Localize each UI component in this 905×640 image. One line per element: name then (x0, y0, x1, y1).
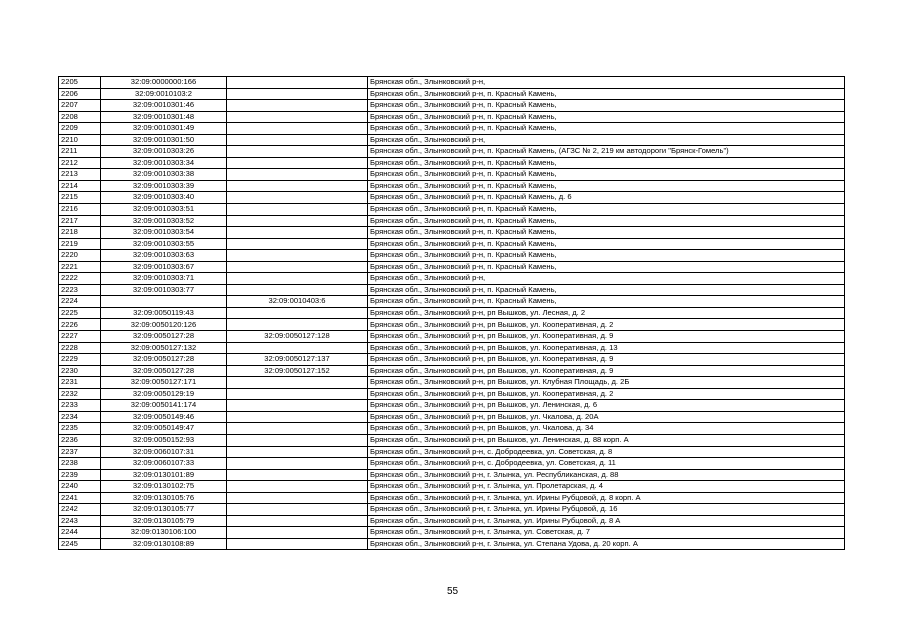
row-number-cell: 2218 (59, 227, 101, 239)
row-number-cell: 2220 (59, 250, 101, 262)
table-row (59, 365, 845, 377)
cadastral-number-cell: 32:09:0050149:46 (101, 411, 227, 423)
cadastral-number-cell: 32:09:0010301:50 (101, 134, 227, 146)
table-row (59, 319, 845, 331)
cadastral-number-cell: 32:09:0050127:171 (101, 377, 227, 389)
row-number-cell: 2224 (59, 296, 101, 308)
cadastral-number-cell: 32:09:0050127:28 (101, 365, 227, 377)
address-cell: Брянская обл., Злынковский р-н, г. Злынка, ул. Пролетарская, д. 4 (368, 481, 845, 493)
previous-number-cell (227, 492, 368, 504)
table-row (59, 423, 845, 435)
previous-number-cell (227, 411, 368, 423)
previous-number-cell (227, 146, 368, 158)
row-number-cell: 2241 (59, 492, 101, 504)
table-row (59, 388, 845, 400)
row-number-cell: 2213 (59, 169, 101, 181)
row-number-cell: 2210 (59, 134, 101, 146)
previous-number-cell (227, 515, 368, 527)
previous-number-cell (227, 377, 368, 389)
previous-number-cell: 32:09:0050127:137 (227, 354, 368, 366)
cadastral-number-cell: 32:09:0010303:55 (101, 238, 227, 250)
row-number-cell: 2244 (59, 527, 101, 539)
previous-number-cell: 32:09:0010403:6 (227, 296, 368, 308)
table-row (59, 192, 845, 204)
address-cell: Брянская обл., Злынковский р-н, п. Красный Камень, (368, 111, 845, 123)
row-number-cell: 2229 (59, 354, 101, 366)
table-row (59, 400, 845, 412)
cadastral-number-cell: 32:09:0130105:79 (101, 515, 227, 527)
page-number: 55 (446, 586, 459, 597)
table-row (59, 296, 845, 308)
cadastral-number-cell: 32:09:0010303:39 (101, 180, 227, 192)
table-row (59, 504, 845, 516)
cadastral-number-cell: 32:09:0010303:54 (101, 227, 227, 239)
table-row (59, 538, 845, 550)
cadastral-number-cell: 32:09:0130108:89 (101, 538, 227, 550)
cadastral-number-cell: 32:09:0010303:51 (101, 204, 227, 216)
cadastral-number-cell: 32:09:0130106:100 (101, 527, 227, 539)
row-number-cell: 2232 (59, 388, 101, 400)
table-row (59, 411, 845, 423)
previous-number-cell (227, 504, 368, 516)
cadastral-number-cell: 32:09:0130105:77 (101, 504, 227, 516)
table-row (59, 261, 845, 273)
address-cell: Брянская обл., Злынковский р-н, п. Красный Камень, (368, 238, 845, 250)
registry-table (58, 76, 845, 550)
row-number-cell: 2209 (59, 123, 101, 135)
address-cell: Брянская обл., Злынковский р-н, п. Красный Камень, д. 6 (368, 192, 845, 204)
address-cell: Брянская обл., Злынковский р-н, (368, 134, 845, 146)
table-row (59, 481, 845, 493)
address-cell: Брянская обл., Злынковский р-н, рп Вышков, ул. Чкалова, д. 34 (368, 423, 845, 435)
address-cell: Брянская обл., Злынковский р-н, рп Вышков, ул. Лесная, д. 2 (368, 307, 845, 319)
address-cell: Брянская обл., Злынковский р-н, п. Красный Камень, (368, 261, 845, 273)
row-number-cell: 2211 (59, 146, 101, 158)
cadastral-number-cell: 32:09:0010301:49 (101, 123, 227, 135)
previous-number-cell (227, 123, 368, 135)
previous-number-cell (227, 111, 368, 123)
registry-table-body (59, 77, 845, 550)
address-cell: Брянская обл., Злынковский р-н, п. Красный Камень, (368, 169, 845, 181)
row-number-cell: 2215 (59, 192, 101, 204)
cadastral-number-cell: 32:09:0050127:132 (101, 342, 227, 354)
address-cell: Брянская обл., Злынковский р-н, г. Злынка, ул. Ирины Рубцовой, д. 8 корп. А (368, 492, 845, 504)
previous-number-cell (227, 446, 368, 458)
address-cell: Брянская обл., Злынковский р-н, рп Вышков, ул. Клубная Площадь, д. 2Б (368, 377, 845, 389)
row-number-cell: 2236 (59, 434, 101, 446)
address-cell: Брянская обл., Злынковский р-н, п. Красный Камень, (368, 88, 845, 100)
row-number-cell: 2233 (59, 400, 101, 412)
table-row (59, 77, 845, 89)
cadastral-number-cell: 32:09:0050141:174 (101, 400, 227, 412)
previous-number-cell (227, 319, 368, 331)
previous-number-cell (227, 157, 368, 169)
cadastral-number-cell: 32:09:0010303:52 (101, 215, 227, 227)
row-number-cell: 2228 (59, 342, 101, 354)
previous-number-cell (227, 527, 368, 539)
address-cell: Брянская обл., Злынковский р-н, рп Вышков, ул. Ленинская, д. 88 корп. А (368, 434, 845, 446)
previous-number-cell (227, 481, 368, 493)
row-number-cell: 2242 (59, 504, 101, 516)
cadastral-number-cell: 32:09:0050149:47 (101, 423, 227, 435)
table-row (59, 446, 845, 458)
cadastral-number-cell: 32:09:0060107:31 (101, 446, 227, 458)
previous-number-cell (227, 215, 368, 227)
address-cell: Брянская обл., Злынковский р-н, п. Красный Камень, (368, 100, 845, 112)
table-row (59, 284, 845, 296)
address-cell: Брянская обл., Злынковский р-н, п. Красный Камень, (368, 204, 845, 216)
previous-number-cell (227, 88, 368, 100)
table-row (59, 180, 845, 192)
cadastral-number-cell: 32:09:0010303:67 (101, 261, 227, 273)
table-row (59, 342, 845, 354)
address-cell: Брянская обл., Злынковский р-н, п. Красный Камень, (368, 250, 845, 262)
previous-number-cell (227, 250, 368, 262)
table-row (59, 307, 845, 319)
table-row (59, 215, 845, 227)
previous-number-cell (227, 388, 368, 400)
address-cell: Брянская обл., Злынковский р-н, п. Красный Камень, (368, 157, 845, 169)
cadastral-number-cell: 32:09:0010303:34 (101, 157, 227, 169)
row-number-cell: 2217 (59, 215, 101, 227)
address-cell: Брянская обл., Злынковский р-н, п. Красный Камень, (368, 123, 845, 135)
row-number-cell: 2214 (59, 180, 101, 192)
cadastral-number-cell: 32:09:0010103:2 (101, 88, 227, 100)
previous-number-cell (227, 134, 368, 146)
row-number-cell: 2240 (59, 481, 101, 493)
address-cell: Брянская обл., Злынковский р-н, п. Красный Камень, (368, 296, 845, 308)
row-number-cell: 2208 (59, 111, 101, 123)
previous-number-cell (227, 400, 368, 412)
address-cell: Брянская обл., Злынковский р-н, рп Вышков, ул. Ленинская, д. 6 (368, 400, 845, 412)
cadastral-number-cell: 32:09:0050152:93 (101, 434, 227, 446)
address-cell: Брянская обл., Злынковский р-н, рп Вышков, ул. Чкалова, д. 20А (368, 411, 845, 423)
cadastral-number-cell: 32:09:0050127:28 (101, 331, 227, 343)
row-number-cell: 2227 (59, 331, 101, 343)
cadastral-number-cell: 32:09:0050120:126 (101, 319, 227, 331)
cadastral-number-cell: 32:09:0010303:71 (101, 273, 227, 285)
table-row (59, 204, 845, 216)
previous-number-cell (227, 192, 368, 204)
row-number-cell: 2226 (59, 319, 101, 331)
previous-number-cell (227, 227, 368, 239)
table-row (59, 527, 845, 539)
address-cell: Брянская обл., Злынковский р-н, рп Вышков, ул. Кооперативная, д. 9 (368, 331, 845, 343)
previous-number-cell (227, 77, 368, 89)
address-cell: Брянская обл., Злынковский р-н, с. Добродеевка, ул. Советская, д. 8 (368, 446, 845, 458)
table-row (59, 238, 845, 250)
previous-number-cell (227, 284, 368, 296)
row-number-cell: 2205 (59, 77, 101, 89)
previous-number-cell: 32:09:0050127:152 (227, 365, 368, 377)
address-cell: Брянская обл., Злынковский р-н, п. Красный Камень, (368, 284, 845, 296)
address-cell: Брянская обл., Злынковский р-н, г. Злынка, ул. Степана Удова, д. 20 корп. А (368, 538, 845, 550)
address-cell: Брянская обл., Злынковский р-н, рп Вышков, ул. Кооперативная, д. 2 (368, 388, 845, 400)
address-cell: Брянская обл., Злынковский р-н, г. Злынка, ул. Советская, д. 7 (368, 527, 845, 539)
address-cell: Брянская обл., Злынковский р-н, (368, 273, 845, 285)
table-row (59, 134, 845, 146)
previous-number-cell (227, 180, 368, 192)
address-cell: Брянская обл., Злынковский р-н, рп Вышков, ул. Кооперативная, д. 2 (368, 319, 845, 331)
row-number-cell: 2230 (59, 365, 101, 377)
previous-number-cell (227, 458, 368, 470)
row-number-cell: 2235 (59, 423, 101, 435)
previous-number-cell (227, 538, 368, 550)
row-number-cell: 2223 (59, 284, 101, 296)
cadastral-number-cell: 32:09:0010303:40 (101, 192, 227, 204)
row-number-cell: 2245 (59, 538, 101, 550)
table-row (59, 111, 845, 123)
previous-number-cell (227, 434, 368, 446)
cadastral-number-cell: 32:09:0060107:33 (101, 458, 227, 470)
table-row (59, 273, 845, 285)
previous-number-cell (227, 100, 368, 112)
table-row (59, 169, 845, 181)
address-cell: Брянская обл., Злынковский р-н, г. Злынка, ул. Ирины Рубцовой, д. 16 (368, 504, 845, 516)
cadastral-number-cell (101, 296, 227, 308)
cadastral-number-cell: 32:09:0050127:28 (101, 354, 227, 366)
table-row (59, 157, 845, 169)
previous-number-cell (227, 342, 368, 354)
row-number-cell: 2237 (59, 446, 101, 458)
row-number-cell: 2231 (59, 377, 101, 389)
table-row (59, 458, 845, 470)
table-row (59, 123, 845, 135)
address-cell: Брянская обл., Злынковский р-н, п. Красный Камень, (368, 215, 845, 227)
address-cell: Брянская обл., Злынковский р-н, г. Злынка, ул. Ирины Рубцовой, д. 8 А (368, 515, 845, 527)
row-number-cell: 2234 (59, 411, 101, 423)
cadastral-number-cell: 32:09:0010301:48 (101, 111, 227, 123)
table-row (59, 515, 845, 527)
cadastral-number-cell: 32:09:0130102:75 (101, 481, 227, 493)
previous-number-cell (227, 307, 368, 319)
row-number-cell: 2207 (59, 100, 101, 112)
address-cell: Брянская обл., Злынковский р-н, г. Злынка, ул. Республиканская, д. 88 (368, 469, 845, 481)
cadastral-number-cell: 32:09:0130105:76 (101, 492, 227, 504)
cadastral-number-cell: 32:09:0130101:89 (101, 469, 227, 481)
table-row (59, 434, 845, 446)
address-cell: Брянская обл., Злынковский р-н, с. Добродеевка, ул. Советская, д. 11 (368, 458, 845, 470)
table-row (59, 100, 845, 112)
table-row (59, 227, 845, 239)
address-cell: Брянская обл., Злынковский р-н, рп Вышков, ул. Кооперативная, д. 9 (368, 354, 845, 366)
row-number-cell: 2216 (59, 204, 101, 216)
cadastral-number-cell: 32:09:0050129:19 (101, 388, 227, 400)
row-number-cell: 2225 (59, 307, 101, 319)
cadastral-number-cell: 32:09:0050119:43 (101, 307, 227, 319)
address-cell: Брянская обл., Злынковский р-н, п. Красный Камень, (368, 227, 845, 239)
cadastral-number-cell: 32:09:0010303:77 (101, 284, 227, 296)
table-row (59, 331, 845, 343)
address-cell: Брянская обл., Злынковский р-н, рп Вышков, ул. Кооперативная, д. 9 (368, 365, 845, 377)
previous-number-cell (227, 273, 368, 285)
address-cell: Брянская обл., Злынковский р-н, (368, 77, 845, 89)
row-number-cell: 2243 (59, 515, 101, 527)
table-row (59, 377, 845, 389)
previous-number-cell (227, 261, 368, 273)
previous-number-cell (227, 423, 368, 435)
cadastral-number-cell: 32:09:0010303:63 (101, 250, 227, 262)
row-number-cell: 2206 (59, 88, 101, 100)
address-cell: Брянская обл., Злынковский р-н, п. Красный Камень, (368, 180, 845, 192)
row-number-cell: 2212 (59, 157, 101, 169)
row-number-cell: 2219 (59, 238, 101, 250)
previous-number-cell (227, 204, 368, 216)
row-number-cell: 2222 (59, 273, 101, 285)
table-row (59, 146, 845, 158)
address-cell: Брянская обл., Злынковский р-н, рп Вышков, ул. Кооперативная, д. 13 (368, 342, 845, 354)
previous-number-cell (227, 469, 368, 481)
address-cell: Брянская обл., Злынковский р-н, п. Красный Камень, (АГЗС № 2, 219 км автодороги "Брянск-Гомель") (368, 146, 845, 158)
table-row (59, 492, 845, 504)
table-row (59, 250, 845, 262)
row-number-cell: 2239 (59, 469, 101, 481)
row-number-cell: 2238 (59, 458, 101, 470)
table-row (59, 354, 845, 366)
table-row (59, 88, 845, 100)
cadastral-number-cell: 32:09:0010301:46 (101, 100, 227, 112)
cadastral-number-cell: 32:09:0000000:166 (101, 77, 227, 89)
previous-number-cell (227, 169, 368, 181)
previous-number-cell: 32:09:0050127:128 (227, 331, 368, 343)
cadastral-number-cell: 32:09:0010303:26 (101, 146, 227, 158)
row-number-cell: 2221 (59, 261, 101, 273)
table-row (59, 469, 845, 481)
previous-number-cell (227, 238, 368, 250)
cadastral-number-cell: 32:09:0010303:38 (101, 169, 227, 181)
